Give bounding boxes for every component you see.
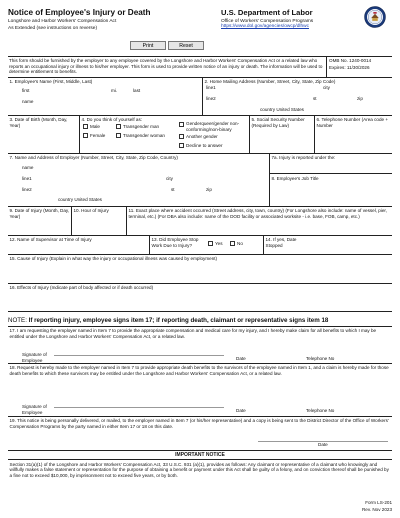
- middle-initial-field[interactable]: mi.: [111, 88, 118, 93]
- option-another-gender[interactable]: [179, 134, 218, 140]
- female-checkbox[interactable]: [83, 133, 88, 138]
- gender-label: 4. Do you think of yourself as:: [81, 117, 143, 122]
- dob-label: 3. Date of Birth (Month, Day, Year): [9, 117, 68, 128]
- note-text: If reporting injury, employee signs item 17; if reporting death, claimant or representative signs item 18: [26, 317, 329, 324]
- item-18-signature-label: Signature of Employee: [22, 404, 47, 415]
- field-place-of-accident[interactable]: [127, 207, 392, 235]
- field-injury-reported-under[interactable]: [270, 154, 392, 174]
- stopped-work-label: 13. Did Employee Stop Work Due to Injury?: [151, 237, 199, 248]
- field-date-of-birth[interactable]: [8, 116, 80, 153]
- date-stopped-label: 14. If yes, Date Stopped: [265, 237, 297, 248]
- field-telephone[interactable]: [315, 116, 392, 153]
- employer-state-field[interactable]: st: [171, 187, 175, 192]
- reset-button[interactable]: Reset: [168, 41, 204, 50]
- item-19-text: 19. This notice is being personally delivered, or mailed, to the employer named in Item 7 (or his/her representative) and a copy is being sent to the District Director of the Office of Workers' Compensation Programs by the party named in either Item 17 or 18 on this date.: [9, 418, 389, 429]
- form-title: Notice of Employee's Injury or Death: [8, 8, 151, 17]
- field-supervisor[interactable]: [8, 236, 150, 254]
- option-decline[interactable]: [179, 143, 223, 149]
- item-17-phone-label: Telephone No: [306, 356, 335, 362]
- field-home-address[interactable]: [203, 78, 392, 115]
- transgender-woman-checkbox[interactable]: [116, 133, 121, 138]
- ssn-label: 5. Social Security Number (Required by Law): [251, 117, 305, 128]
- field-gender: [80, 116, 250, 153]
- date-of-injury-label: 9. Date of Injury (Month, Day, Year): [9, 208, 70, 219]
- item-19-date-label: Date: [318, 442, 328, 448]
- transgender-man-checkbox[interactable]: [116, 124, 121, 129]
- row-supervisor: [8, 236, 392, 255]
- omb-number: OMB No. 1240-0014: [329, 58, 372, 63]
- field-date-stopped[interactable]: [264, 236, 392, 254]
- header-right: [221, 8, 361, 30]
- employer-city-field[interactable]: city: [166, 176, 173, 181]
- another-gender-label: Another gender: [186, 134, 218, 139]
- home-zip-field[interactable]: zip: [357, 96, 363, 101]
- full-name-field[interactable]: name: [22, 99, 34, 104]
- another-gender-checkbox[interactable]: [179, 134, 184, 139]
- genderqueer-checkbox[interactable]: [179, 122, 184, 127]
- female-label: Female: [90, 133, 106, 138]
- option-male[interactable]: [83, 124, 100, 130]
- section-17-employee-claim: [8, 327, 392, 364]
- item-18-date-label: Date: [236, 408, 246, 414]
- employer-right-column: [270, 154, 392, 206]
- employee-name-label: 1. Employee's Name (First, Middle, Last): [9, 79, 93, 84]
- decline-label: Decline to answer: [186, 143, 223, 148]
- home-city-field[interactable]: city: [323, 85, 330, 90]
- row-effects: [8, 284, 392, 312]
- decline-checkbox[interactable]: [179, 143, 184, 148]
- form-number: Form LS-201: [365, 500, 392, 505]
- field-date-of-injury[interactable]: [8, 207, 72, 235]
- home-state-field[interactable]: st: [313, 96, 317, 101]
- reported-under-label: 7a. Injury is reported under the:: [271, 155, 336, 160]
- home-address-label: 2. Home Mailing Address (Number, Street, City, State, Zip Code): [204, 79, 336, 84]
- important-notice-text: Section 31(a)(1) of the Longshore and Harbor Workers' Compensation Act, 33 U.S.C. 931 (a)(1), provides as follows: Any claimant or representative of a claimant who knowingly and willfully makes a false statement or representation for the purpose of obtaining a benefit or payment under this Act shall be guilty of a felony, and on conviction thereof shall be punished by a fine not to exceed $10,000, by imprisonment not to exceed five years, or by both.: [9, 461, 389, 478]
- no-checkbox[interactable]: [230, 241, 235, 246]
- form-header: [8, 6, 392, 56]
- employer-zip-field[interactable]: zip: [206, 187, 212, 192]
- last-name-field[interactable]: last: [133, 88, 141, 93]
- field-job-title[interactable]: [270, 174, 392, 184]
- option-genderqueer[interactable]: [179, 121, 249, 132]
- form-buttons: [130, 41, 204, 50]
- agency-link[interactable]: https://www.dol.gov/agencies/owcp/dlhwc: [221, 24, 309, 30]
- omb-box: [326, 57, 392, 77]
- intro-row: [8, 56, 392, 78]
- field-hour-of-injury[interactable]: [72, 207, 127, 235]
- employer-country-field[interactable]: country United States: [58, 197, 102, 202]
- omb-expires: Expires: 11/30/2026: [329, 65, 370, 70]
- act-amended: As Extended (see instructions on reverse): [8, 25, 98, 31]
- transgender-woman-label: Transgender woman: [123, 133, 165, 138]
- item-18-signature-field[interactable]: [54, 407, 224, 408]
- office-name: Office of Workers' Compensation Programs: [221, 18, 314, 24]
- employer-name-field[interactable]: name: [22, 165, 34, 170]
- home-line2-field[interactable]: line2: [206, 96, 216, 101]
- home-line1-field[interactable]: line1: [206, 85, 216, 90]
- cause-of-injury-label: 15. Cause of Injury (Explain in what way the injury or occupational illness was caused by employment): [9, 256, 218, 261]
- employer-line1-field[interactable]: line1: [22, 176, 32, 181]
- section-18-death-claim: [8, 364, 392, 417]
- row-injury-time-place: [8, 207, 392, 236]
- telephone-label: 6. Telephone Number (Area code + Number: [316, 117, 389, 128]
- row-employer: [8, 154, 392, 207]
- hour-of-injury-label: 10. Hour of Injury: [73, 208, 109, 213]
- row-name-address: [8, 78, 392, 116]
- item-17-signature-field[interactable]: [54, 355, 224, 356]
- item-17-signature-label: Signature of Employee: [22, 352, 47, 363]
- item-19-date-field[interactable]: [258, 441, 388, 442]
- header-left: [8, 8, 208, 31]
- intro-text: This form should be furnished by the employer to any employee covered by the Longshore and Harbor Workers' Compensation Act or a related law who reports an occupational injury or illness to his/her employer. This form is used to provide written notice of an injury or death. The information will be used to determine entitlement to benefits.: [9, 58, 323, 74]
- supervisor-label: 12. Name of Supervisor at Time of Injury: [9, 237, 92, 242]
- yes-checkbox[interactable]: [208, 241, 213, 246]
- option-transgender-woman[interactable]: [116, 133, 165, 139]
- important-notice-title: IMPORTANT NOTICE: [8, 451, 392, 460]
- item-17-date-label: Date: [236, 356, 246, 362]
- employer-address-label: 7. Name and Address of Employer (Number, Street, City, State, Zip Code, Country): [9, 155, 178, 160]
- yes-label: Yes: [215, 241, 223, 246]
- option-transgender-man[interactable]: [116, 124, 159, 130]
- option-no[interactable]: [230, 241, 243, 247]
- field-employer-address[interactable]: [8, 154, 270, 206]
- field-employee-name[interactable]: [8, 78, 203, 115]
- item-18-phone-label: Telephone No: [306, 408, 335, 414]
- row-cause: [8, 255, 392, 284]
- field-ssn[interactable]: [250, 116, 315, 153]
- field-effects-of-injury[interactable]: [8, 284, 392, 311]
- print-button[interactable]: Print: [130, 41, 166, 50]
- male-checkbox[interactable]: [83, 124, 88, 129]
- form-revision: Rev. Nov 2023: [361, 507, 392, 512]
- effects-of-injury-label: 16. Effects of Injury (Indicate part of body affected or if death occurred): [9, 285, 154, 290]
- signature-note: [8, 312, 392, 327]
- first-name-field[interactable]: first: [22, 88, 30, 93]
- dol-seal-icon: [364, 6, 386, 28]
- item-17-text: 17. I am requesting the employer named in Item 7 to provide the appropriate compensation and medical care for my injury, and I hereby make claim for all benefits to which I may be entitled under the Longshore and Harbor Workers' Compensation Act, or a related law.: [9, 328, 377, 339]
- transgender-man-label: Transgender man: [123, 124, 160, 129]
- section-19-delivery: [8, 417, 392, 451]
- note-prefix: NOTE:: [8, 317, 27, 324]
- field-cause-of-injury[interactable]: [8, 255, 392, 283]
- option-female[interactable]: [83, 133, 105, 139]
- act-name: Longshore and Harbor Workers' Compensation Act: [8, 19, 117, 25]
- male-label: Male: [90, 124, 100, 129]
- no-label: No: [237, 241, 243, 246]
- field-stopped-work: [150, 236, 264, 254]
- genderqueer-label: Genderqueer/gender non-conforming/non-binary: [186, 121, 240, 132]
- option-yes[interactable]: [208, 241, 223, 247]
- place-of-accident-label: 11. Exact place where accident occurred (Street address, city, town, country) (For Longshore also include: name of vessel, pier, terminal, etc.) (For DBA also include: name of the DOD facility or associated worksite - i.e. base, FOB, camp, etc.): [128, 208, 387, 219]
- job-title-label: 8. Employee's Job Title: [271, 176, 319, 181]
- home-country-field[interactable]: country United States: [260, 107, 304, 112]
- item-18-text: 18. Request is hereby made to the employer named in Item 7 to provide appropriate death benefits to the survivors of the employee named in Item 1, and a claim is hereby made for those death benefits to which these survivors may be entitled under the Longshore and Harbor Workers' Compensation Act, or a related law.: [9, 365, 389, 376]
- agency-name: U.S. Department of Labor: [221, 8, 313, 17]
- employer-line2-field[interactable]: line2: [22, 187, 32, 192]
- row-personal-info: [8, 116, 392, 154]
